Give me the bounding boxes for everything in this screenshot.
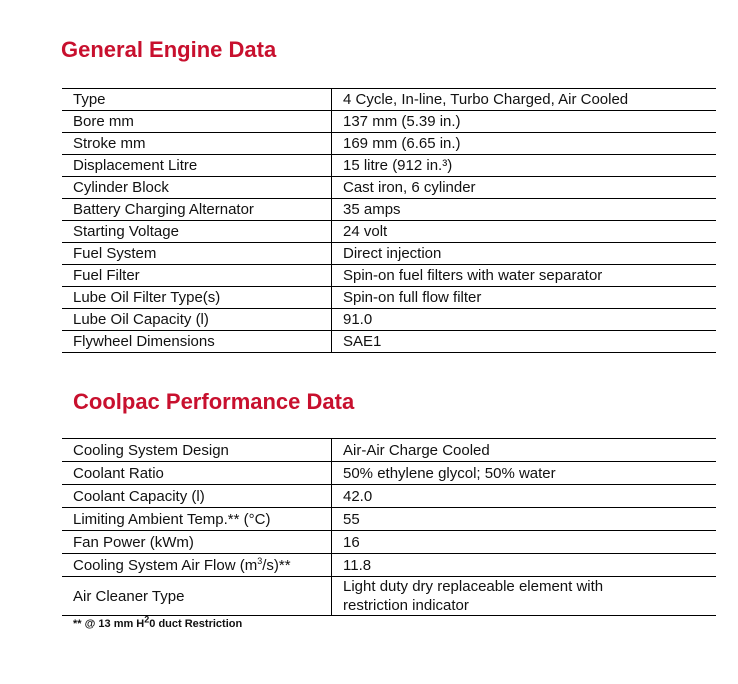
row-label: Coolant Capacity (l) (62, 485, 332, 508)
footnote (73, 614, 243, 630)
row-value: 15 litre (912 in.³) (332, 155, 717, 177)
row-label: Type (62, 89, 332, 111)
row-value: SAE1 (332, 331, 717, 353)
superscript: 3 (257, 555, 263, 566)
row-value: Direct injection (332, 243, 717, 265)
row-label: Bore mm (62, 111, 332, 133)
row-value: Cast iron, 6 cylinder (332, 177, 717, 199)
row-value: 169 mm (6.65 in.) (332, 133, 717, 155)
general-engine-data-title: General Engine Data (61, 37, 277, 62)
table-row (62, 439, 716, 462)
row-label: Battery Charging Alternator (62, 199, 332, 221)
row-value (332, 577, 717, 616)
row-label: Lube Oil Capacity (l) (62, 309, 332, 331)
table-row (62, 508, 716, 531)
row-value: 11.8 (332, 554, 717, 577)
table-row (62, 177, 716, 199)
coolpac-performance-data-table (62, 438, 716, 616)
row-value: 50% ethylene glycol; 50% water (332, 462, 717, 485)
table-row (62, 243, 716, 265)
row-value: 91.0 (332, 309, 717, 331)
row-label: Coolant Ratio (62, 462, 332, 485)
row-value-line: restriction indicator (343, 597, 469, 614)
row-label: Cooling System Design (62, 439, 332, 462)
row-value: 16 (332, 531, 717, 554)
row-value: Spin-on full flow filter (332, 287, 717, 309)
table-row (62, 577, 716, 616)
table-row (62, 287, 716, 309)
row-label (62, 554, 332, 577)
row-label: Fuel Filter (62, 265, 332, 287)
footnote-suffix: 0 duct Restriction (149, 618, 243, 630)
row-value: 35 amps (332, 199, 717, 221)
table-row (62, 133, 716, 155)
table-row (62, 554, 716, 577)
row-value: 137 mm (5.39 in.) (332, 111, 717, 133)
table-row (62, 462, 716, 485)
row-value: Spin-on fuel filters with water separator (332, 265, 717, 287)
table-row (62, 155, 716, 177)
row-label: Cylinder Block (62, 177, 332, 199)
row-label: Flywheel Dimensions (62, 331, 332, 353)
table-row (62, 111, 716, 133)
row-label: Stroke mm (62, 133, 332, 155)
table-row (62, 531, 716, 554)
table-row (62, 265, 716, 287)
row-label: Displacement Litre (62, 155, 332, 177)
row-label-prefix: Cooling System Air Flow (m (73, 556, 258, 574)
row-label: Lube Oil Filter Type(s) (62, 287, 332, 309)
general-engine-data-table (62, 88, 716, 353)
footnote-prefix: ** @ 13 mm H (73, 618, 145, 630)
row-value: Air-Air Charge Cooled (332, 439, 717, 462)
row-value: 24 volt (332, 221, 717, 243)
row-label: Limiting Ambient Temp.** (°C) (62, 508, 332, 531)
row-value: 55 (332, 508, 717, 531)
table-row (62, 89, 716, 111)
row-label: Air Cleaner Type (62, 577, 332, 616)
row-label-suffix: /s)** (262, 556, 291, 574)
row-label: Fuel System (62, 243, 332, 265)
row-value: 42.0 (332, 485, 717, 508)
table-row (62, 199, 716, 221)
row-label: Starting Voltage (62, 221, 332, 243)
table-row (62, 331, 716, 353)
table-row (62, 309, 716, 331)
row-value: 4 Cycle, In-line, Turbo Charged, Air Cooled (332, 89, 717, 111)
row-value-line: Light duty dry replaceable element with (343, 578, 604, 595)
superscript: 2 (144, 614, 150, 625)
coolpac-performance-data-title: Coolpac Performance Data (73, 389, 355, 414)
table-row (62, 485, 716, 508)
table-row (62, 221, 716, 243)
row-label: Fan Power (kWm) (62, 531, 332, 554)
